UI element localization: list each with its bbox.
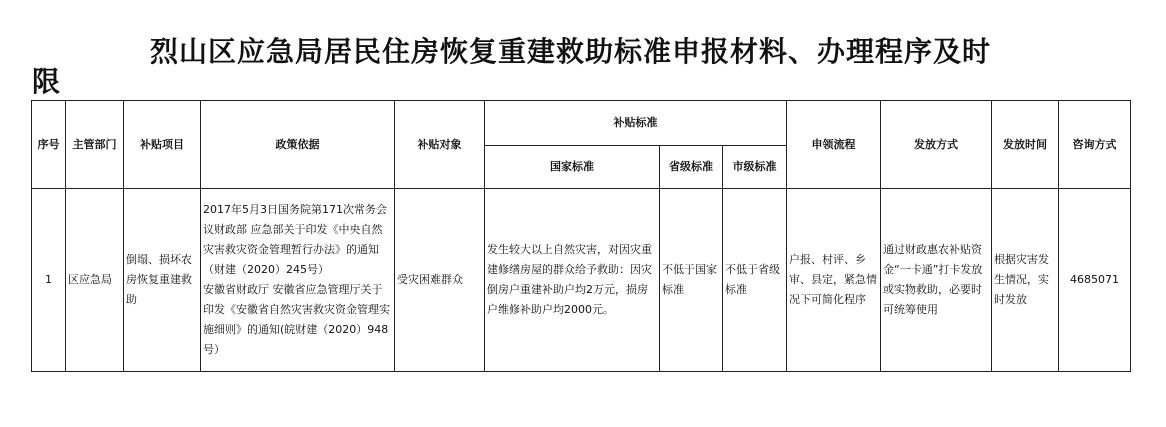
subsidy-standard-table [31, 100, 1131, 372]
cell-time: 根据灾害发生情况，实时发放 [992, 189, 1059, 372]
cell-national: 发生较大以上自然灾害，对因灾重建修缮房屋的群众给予救助：因灾倒房户重建补助户均2万元，损房户维修补助户均2000元。 [485, 189, 660, 372]
header-method: 发放方式 [881, 101, 992, 189]
header-dept: 主管部门 [66, 101, 124, 189]
page-title-line-1: 烈山区应急局居民住房恢复重建救助标准申报材料、办理程序及时 [150, 35, 992, 68]
header-contact: 咨询方式 [1059, 101, 1131, 189]
page-title-line-2: 限 [32, 65, 61, 98]
cell-basis: 2017年5月3日国务院第171次常务会议财政部 应急部关于印发《中央自然灾害救灾资金管理暂行办法》的通知（财建（2020）245号） 安徽省财政厅 安徽省应急管理厅关于印发《安徽省自然灾害救灾资金管理实施细则》的通知(皖财建（2020）948号） [201, 189, 395, 372]
cell-provincial: 不低于国家标准 [660, 189, 723, 372]
cell-method: 通过财政惠农补贴资金“一卡通”打卡发放或实物救助，必要时可统筹使用 [881, 189, 992, 372]
header-seq: 序号 [32, 101, 66, 189]
header-basis: 政策依据 [201, 101, 395, 189]
header-standard: 补贴标准 [485, 101, 787, 146]
header-target: 补贴对象 [395, 101, 485, 189]
cell-target: 受灾困难群众 [395, 189, 485, 372]
cell-contact: 4685071 [1059, 189, 1131, 372]
header-municipal: 市级标准 [723, 146, 787, 189]
header-process: 申领流程 [787, 101, 881, 189]
table-header-row [32, 101, 1131, 146]
header-time: 发放时间 [992, 101, 1059, 189]
page-title [32, 34, 1132, 96]
header-provincial: 省级标准 [660, 146, 723, 189]
header-item: 补贴项目 [124, 101, 201, 189]
cell-process: 户报、村评、乡审、县定，紧急情况下可简化程序 [787, 189, 881, 372]
header-national: 国家标准 [485, 146, 660, 189]
cell-item: 倒塌、损坏农房恢复重建救助 [124, 189, 201, 372]
cell-seq: 1 [32, 189, 66, 372]
cell-municipal: 不低于省级标准 [723, 189, 787, 372]
cell-dept: 区应急局 [66, 189, 124, 372]
table-row [32, 189, 1131, 372]
